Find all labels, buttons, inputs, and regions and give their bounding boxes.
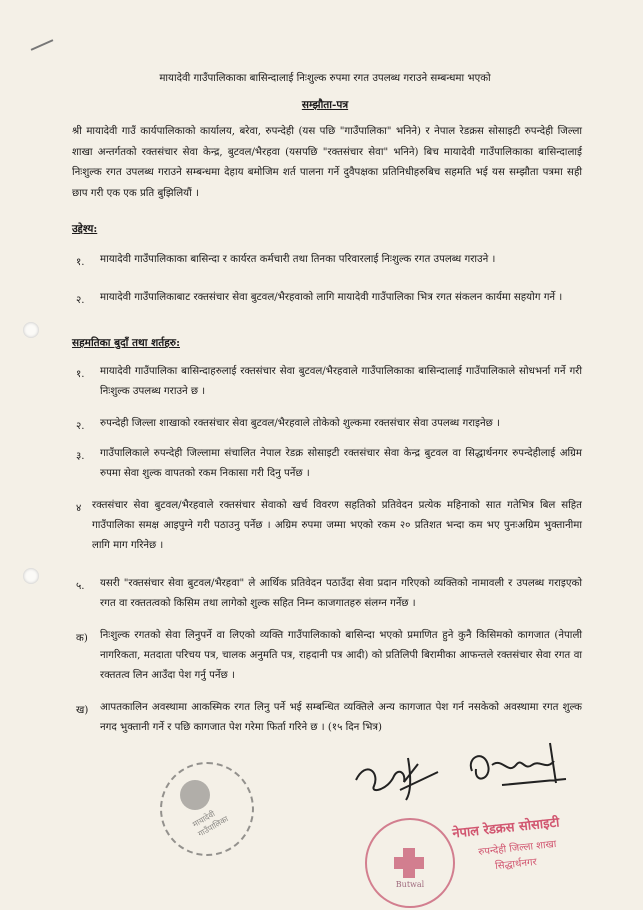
- term-item: रक्तसंचार सेवा बुटवल/भैरहवाले रक्तसंचार सेवाको खर्च विवरण सहतिको प्रतिवेदन प्रत्येक महिनाको सात गतेभित्र बिल सहित गाउँपालिका समक्ष आइपुग्ने गरी पठाउनु पर्नेछ । अग्रिम रुपमा जम्मा भएको रकम २० प्रतिशत भन्दा कम भए पुनःअग्रिम भुक्तानीमा लागि माग गरिनेछ ।: [92, 500, 582, 551]
- term-number: २.: [76, 421, 85, 432]
- stamp-city: Butwal: [395, 880, 425, 889]
- document-title: मायादेवी गाउँपालिकाका बासिन्दालाई निःशुल्क रुपमा रगत उपलब्ध गराउने सम्बन्धमा भएको: [159, 73, 491, 84]
- punch-hole: [23, 568, 39, 584]
- term-item: गाउँपालिकाले रुपन्देही जिल्लामा संचालित नेपाल रेडक्र सोसाइटी रक्तसंचार सेवा केन्द्र बुटवल वा सिद्धार्थनगर रुपन्देहीलाई अग्रिम रुपमा सेवा शुल्क वापतको रकम निकासा गरी दिनु पर्नेछ ।: [100, 448, 582, 479]
- term-item: रुपन्देही जिल्ला शाखाको रक्तसंचार सेवा बुटवल/भैरहवाले तोकेको शुल्कमा रक्तसंचार सेवा उपलब्ध गराइनेछ ।: [100, 418, 500, 429]
- term-number: ख): [76, 705, 89, 716]
- municipality-stamp: [160, 762, 254, 856]
- red-org-city: सिद्धार्थनगर: [494, 856, 538, 873]
- term-number: १.: [76, 369, 85, 380]
- pen-mark: [31, 39, 54, 51]
- emblem-icon: [180, 780, 210, 810]
- document-subtitle: सम्झौता-पत्र: [301, 99, 349, 111]
- term-number: ५.: [76, 581, 85, 592]
- objective-item: मायादेवी गाउँपालिकाका बासिन्दा र कार्यरत कर्मचारी तथा तिनका परिवारलाई निःशुल्क रगत उपलब्ध गराउने ।: [100, 254, 496, 265]
- term-number: ३.: [76, 451, 85, 462]
- objective-item: मायादेवी गाउँपालिकाबाट रक्तसंचार सेवा बुटवल/भैरहवाको लागि मायादेवी गाउँपालिका भित्र रगत संकलन कार्यमा सहयोग गर्ने ।: [100, 292, 563, 303]
- objective-heading: उद्देश्य:: [72, 223, 98, 235]
- stamp-text: मायादेवी गाउँपालिका: [191, 809, 230, 839]
- term-item: आपतकालिन अवस्थामा आकस्मिक रगत लिनु पर्ने भई सम्बन्धित व्यक्तिले अन्य कागजात पेश गर्न नसकेको अवस्थामा रगत शुल्क नगद भुक्तानी गर्ने र पछि कागजात पेश गरेमा फिर्ता गरिने छ । (१५ दिन भित्र): [100, 702, 582, 733]
- intro-paragraph: श्री मायादेवी गाउँ कार्यपालिकाको कार्यालय, बरेवा, रुपन्देही (यस पछि "गाउँपालिका" भनिने) र नेपाल रेडक्रस सोसाइटी रुपन्देही जिल्ला शाखा अन्तर्गतको रक्तसंचार सेवा केन्द्र, बुटवल/भैरहवा (यसपछि "रक्तसंचार सेवा" भनिने) बिच मायादेवी गाउँपालिकाका बासिन्दालाई निःशुल्क रगत उपलब्ध गराउने सम्बन्धमा देहाय बमोजिम शर्त पालना गर्ने दुवैपक्षका प्रतिनिधीहरुबिच सहमति भई यस सम्झौता पत्रमा सही छाप गरी एक एक प्रति बुझिलियौं ।: [72, 126, 582, 199]
- term-number: क): [76, 633, 88, 644]
- red-cross-stamp: [365, 818, 455, 908]
- term-number: ४: [76, 503, 82, 514]
- signature-right: [462, 735, 572, 795]
- punch-hole: [23, 322, 39, 338]
- terms-heading: सहमतिका बुदाँ तथा शर्तहरु:: [72, 337, 180, 349]
- red-org-name: नेपाल रेडक्रस सोसाइटी: [451, 815, 561, 842]
- red-org-branch: रुपन्देही जिल्ला शाखा: [477, 838, 557, 859]
- term-item: निःशुल्क रगतको सेवा लिनुपर्ने वा लिएको व्यक्ति गाउँपालिकाको बासिन्दा भएको प्रमाणित हुने कुनै किसिमको कागजात (नेपाली नागरिकता, मतदाता परिचय पत्र, चालक अनुमति पत्र, राहदानी पत्र आदी) को प्रतिलिपी बिरामीका आफन्तले रक्तसंचार सेवा रगत वा रक्ततत्व लिन आउँदा पेश गर्नु पर्नेछ ।: [100, 630, 582, 681]
- term-item: मायादेवी गाउँपालिका बासिन्दाहरुलाई रक्तसंचार सेवा बुटवल/भैरहवाले गाउँपालिकाका बासिन्दालाई गाउँपालिकाले सोधभर्ना गर्ने गरी निःशुल्क उपलब्ध गराउने छ ।: [100, 366, 582, 397]
- objective-number: २.: [76, 295, 85, 306]
- term-item: यसरी "रक्तसंचार सेवा बुटवल/भैरहवा" ले आर्थिक प्रतिवेदन पठाउँदा सेवा प्रदान गरिएको व्यक्तिको नामावली र उपलब्ध गराइएको रगत वा रक्ततत्वको किसिम तथा लागेको शुल्क सहित निम्न काजगातहरु संलग्न गर्नेछ ।: [100, 578, 582, 609]
- objective-number: १.: [76, 257, 85, 268]
- signature-left: [348, 742, 448, 804]
